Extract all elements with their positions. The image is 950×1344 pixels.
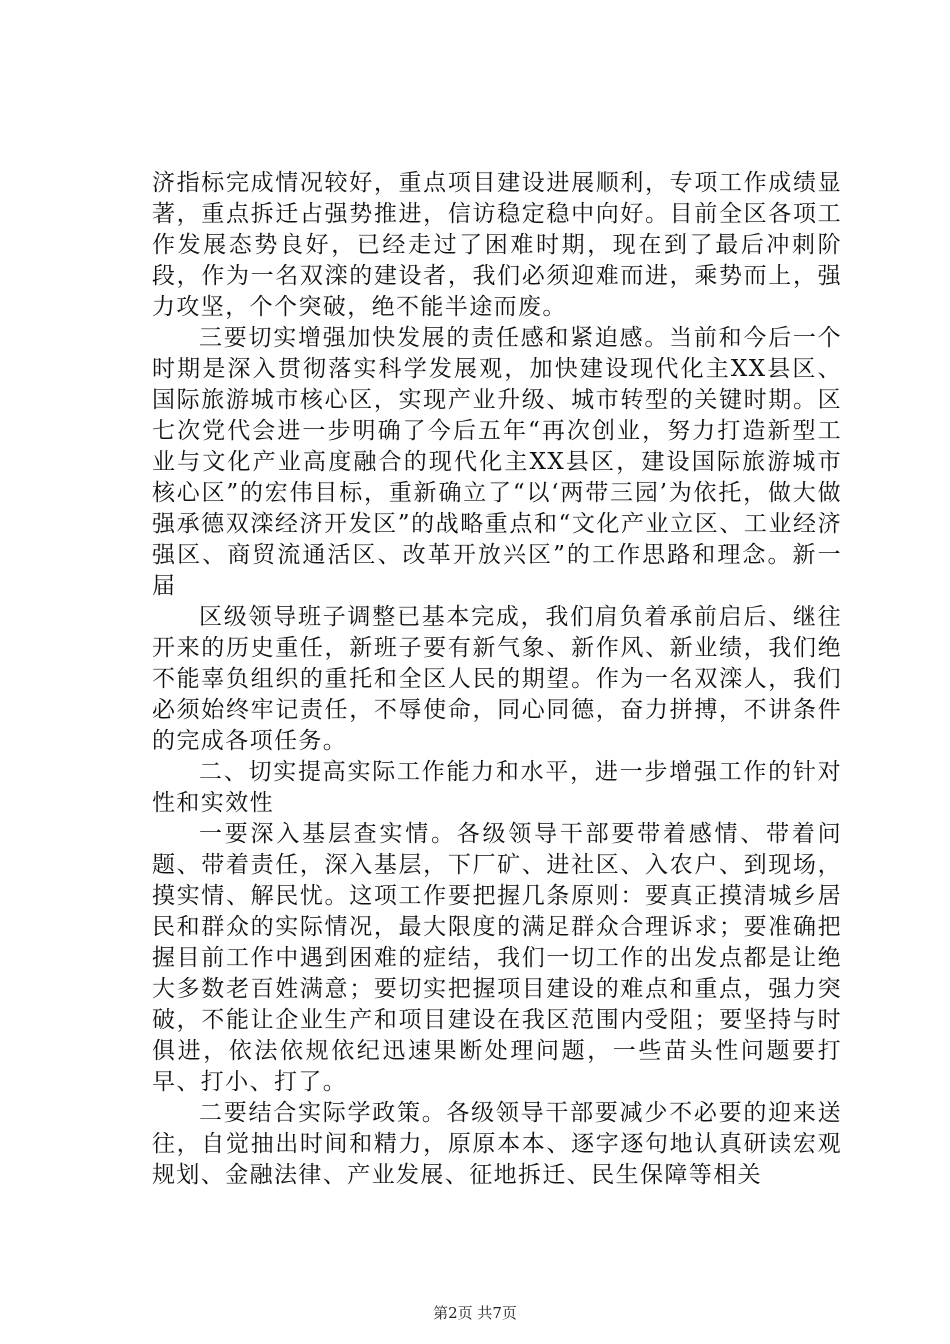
document-body bbox=[152, 168, 842, 1191]
page-number-footer: 第2页 共7页 bbox=[433, 1304, 517, 1322]
paragraph-2: 三要切实增强加快发展的责任感和紧迫感。当前和今后一个时期是深入贯彻落实科学发展观，加快建设现代化主XX县区、国际旅游城市核心区，实现产业升级、城市转型的关键时期。区七次党代会进一步明确了今后五年“再次创业，努力打造新型工业与文化产业高度融合的现代化主XX县区，建设国际旅游城市核心区”的宏伟目标，重新确立了“以‘两带三园’为依托，做大做强承德双滦经济开发区”的战略重点和“文化产业立区、工业经济强区、商贸流通活区、改革开放兴区”的工作思路和理念。新一届 bbox=[152, 325, 842, 599]
paragraph-1: 济指标完成情况较好，重点项目建设进展顺利，专项工作成绩显著，重点拆迁占强势推进，信访稳定稳中向好。目前全区各项工作发展态势良好，已经走过了困难时期，现在到了最后冲刺阶段，作为一名双滦的建设者，我们必须迎难而进，乘势而上，强力攻坚，个个突破，绝不能半途而废。 bbox=[152, 170, 842, 320]
paragraph-4: 一要深入基层查实情。各级领导干部要带着感情、带着问题、带着责任，深入基层，下厂矿、进社区、入农户、到现场，摸实情、解民忧。这项工作要把握几条原则：要真正摸清城乡居民和群众的实际情况，最大限度的满足群众合理诉求；要准确把握目前工作中遇到困难的症结，我们一切工作的出发点都是让绝大多数老百姓满意；要切实把握项目建设的难点和重点，强力突破，不能让企业生产和项目建设在我区范围内受阻；要坚持与时俱进，依法依规依纪迅速果断处理问题，一些苗头性问题要打早、打小、打了。 bbox=[152, 821, 842, 1095]
section-heading: 二、切实提高实际工作能力和水平，进一步增强工作的针对性和实效性 bbox=[152, 759, 842, 816]
paragraph-3: 区级领导班子调整已基本完成，我们肩负着承前启后、继往开来的历史重任，新班子要有新气象、新作风、新业绩，我们绝不能辜负组织的重托和全区人民的期望。作为一名双滦人，我们必须始终牢记责任，不辱使命，同心同德，奋力拼搏，不讲条件的完成各项任务。 bbox=[152, 604, 842, 754]
paragraph-5: 二要结合实际学政策。各级领导干部要减少不必要的迎来送往，自觉抽出时间和精力，原原本本、逐字逐句地认真研读宏观规划、金融法律、产业发展、征地拆迁、民生保障等相关 bbox=[152, 1100, 842, 1188]
